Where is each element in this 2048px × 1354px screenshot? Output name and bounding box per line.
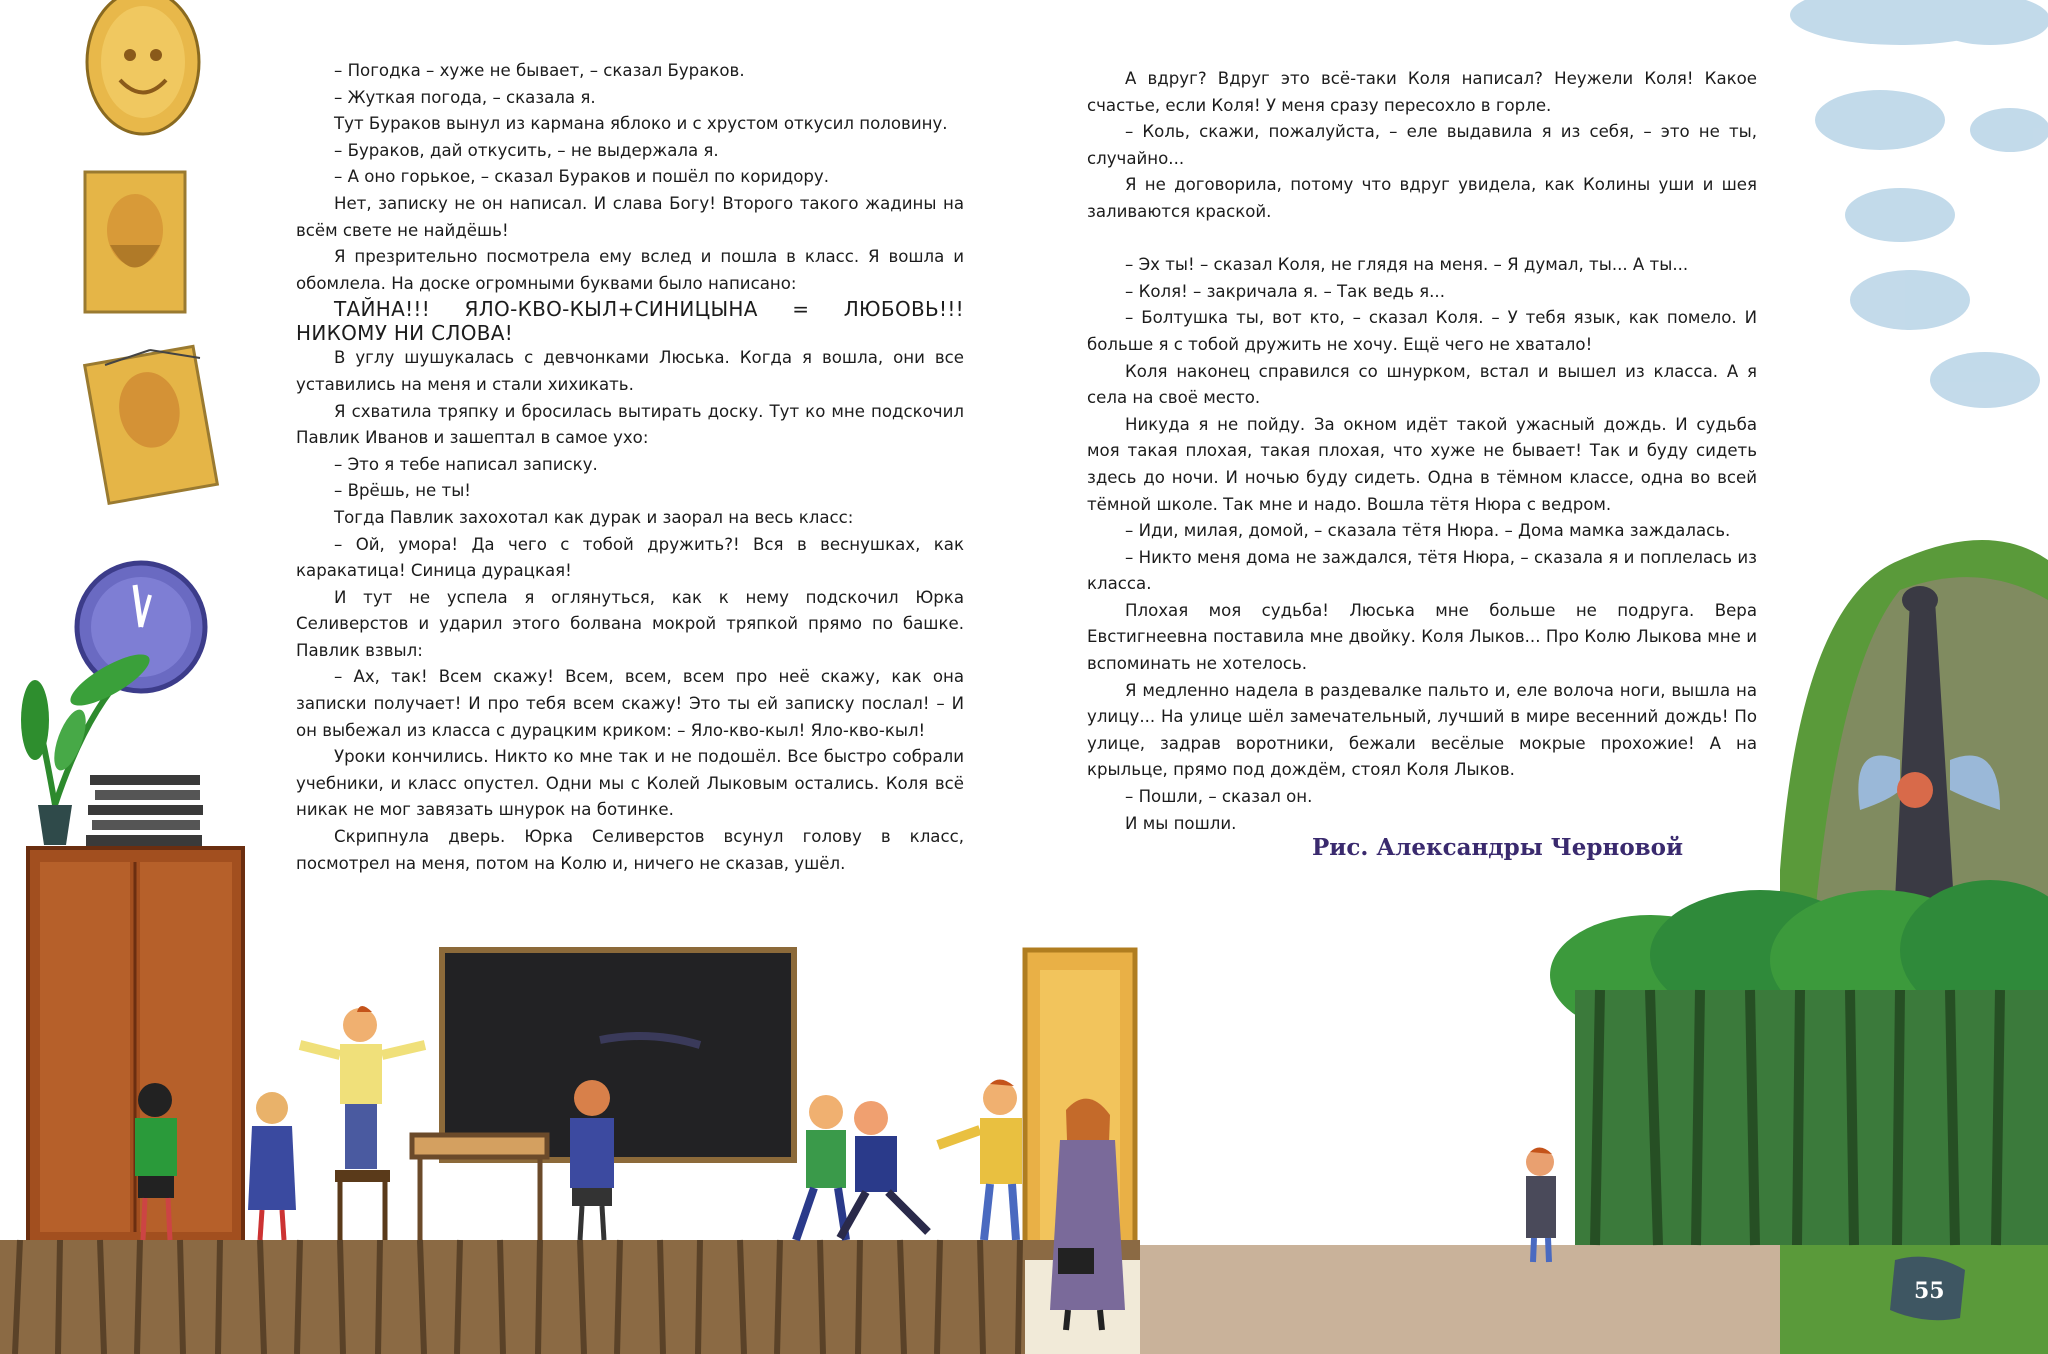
portrait-square: [85, 172, 185, 312]
paragraph: – Пошли, – сказал он.: [1125, 787, 1313, 807]
paragraph: Скрипнула дверь. Юрка Селиверстов всунул голову в класс, посмотрел на меня, потом на Колю и, ничего не сказав, ушёл.: [296, 827, 964, 873]
kolya-on-porch: [1526, 1147, 1556, 1262]
paragraph: Тут Бураков вынул из кармана яблоко и с хрустом откусил половину.: [334, 114, 948, 134]
clouds: [1790, 0, 2048, 408]
paragraph: – Болтушка ты, вот кто, – сказал Коля. – У тебя язык, как помело. И больше я с тобой дружить не хочу. Ещё чего не хватало!: [1087, 308, 1757, 354]
paragraph: Коля наконец справился со шнурком, встал и вышел из класса. А я села на своё место.: [1087, 361, 1757, 408]
child-boy-yellow: [938, 1079, 1022, 1240]
paragraph: Плохая моя судьба! Люська мне больше не подруга. Вера Евстигнеевна поставила мне двойку. Коля Лыков... Про Колю Лыкова мне и вспоминать не хотелось.: [1087, 600, 1757, 674]
child-girl-blue: [248, 1092, 296, 1240]
paragraph: – Никто меня дома не заждался, тётя Нюра, – сказала я и поплелась из класса.: [1087, 547, 1757, 594]
portrait-tilted: [85, 346, 218, 503]
paragraph: В углу шушукалась с девчонками Люська. Когда я вошла, они все уставились на меня и стали хихикать.: [296, 348, 964, 394]
paragraph: И мы пошли.: [1125, 813, 1237, 833]
paragraph: – А оно горькое, – сказал Бураков и пошёл по коридору.: [334, 167, 829, 187]
paragraph: – Ах, так! Всем скажу! Всем, всем, всем про неё скажу, как она записки получает! И про тебя всем скажу! Это ты ей записку послал! – И он выбежал из класса с дурацким криком: – Яло-кво-кыл! Яло-кво-кыл!: [296, 667, 964, 740]
paragraph: Нет, записку не он написал. И слава Богу! Второго такого жадины на всём свете не найдёшь!: [296, 193, 964, 240]
paragraph: Тогда Павлик захохотал как дурак и заорал на весь класс:: [334, 507, 854, 527]
left-page-text: [296, 58, 964, 877]
paragraph: – Ой, умора! Да чего с тобой дружить?! Вся в веснушках, как каракатица! Синица дурацкая!: [296, 534, 964, 581]
paragraph: Я схватила тряпку и бросилась вытирать доску. Тут ко мне подскочил Павлик Иванов и зашептал в самое ухо:: [296, 401, 964, 448]
paragraph: Я презрительно посмотрела ему вслед и пошла в класс. Я вошла и обомлела. На доске огромными буквами было написано:: [296, 247, 964, 293]
paragraph: – Иди, милая, домой, – сказала тётя Нюра. – Дома мамка заждалась.: [1125, 521, 1731, 541]
blackboard: [442, 950, 794, 1160]
paragraph: Уроки кончились. Никто ко мне так и не подошёл. Все быстро собрали учебники, и класс опустел. Одни мы с Колей Лыковым остались. Коля всё никак не мог завязать шнурок на ботинке.: [296, 747, 964, 820]
illustration-credit: Рис. Александры Черновой: [1312, 834, 1684, 861]
paragraph: – Эх ты! – сказал Коля, не глядя на меня. – Я думал, ты... А ты...: [1125, 255, 1689, 275]
child-boy-on-chair: [300, 1006, 425, 1240]
trees: [1550, 880, 2048, 1245]
paragraph: – Бураков, дай откусить, – не выдержала я.: [334, 140, 719, 160]
page-number: 55: [1914, 1278, 1945, 1304]
paragraph: – Врёшь, не ты!: [334, 481, 471, 501]
paragraph: – Коля! – закричала я. – Так ведь я...: [1125, 281, 1445, 301]
paragraph: Я не договорила, потому что вдруг увидела, как Колины уши и шея заливаются краской.: [1087, 175, 1757, 221]
right-page-text: [1087, 66, 1757, 837]
cabinet: [28, 848, 243, 1243]
paragraph: Я медленно надела в раздевалке пальто и, еле волоча ноги, вышла на улицу... На улице шёл замечательный, лучший в мире весенний дождь! По улице, задрав воротники, бежали весёлые мокрые прохожие! А на крыльце, прямо под дождём, стоял Коля Лыков.: [1087, 680, 1757, 780]
paragraph: А вдруг? Вдруг это всё-таки Коля написал? Неужели Коля! Какое счастье, если Коля! У меня сразу пересохло в горле.: [1087, 69, 1757, 115]
paragraph: И тут не успела я оглянуться, как к нему подскочил Юрка Селиверстов и ударил этого болвана мокрой тряпкой прямо по башке. Павлик взвыл:: [296, 587, 964, 660]
child-boy-green: [796, 1095, 846, 1240]
desk: [412, 1135, 547, 1240]
portrait-oval: [87, 0, 199, 134]
floor: [0, 1240, 1140, 1354]
paragraph: – Погодка – хуже не бывает, – сказал Бураков.: [334, 61, 745, 80]
paragraph: – Это я тебе написал записку.: [334, 454, 598, 474]
child-boy-navy: [840, 1101, 928, 1238]
paragraph: Никуда я не пойду. За окном идёт такой ужасный дождь. И судьба моя такая плохая, такая плохая, что хуже не бывает! Так и буду сидеть здесь до ночи. И ночью буду сидеть. Одна в тёмном классе, одна во всей тёмной школе. Так мне и надо. Вошла тётя Нюра с ведром.: [1087, 414, 1757, 514]
plant: [21, 645, 156, 845]
blackboard-message: ТАЙНА!!! ЯЛО-КВО-КЫЛ+СИНИЦЫНА = ЛЮБОВЬ!!! НИКОМУ НИ СЛОВА!: [296, 297, 964, 346]
paragraph: – Жуткая погода, – сказала я.: [334, 87, 596, 107]
paragraph: – Коль, скажи, пожалуйста, – еле выдавила я из себя, – это не ты, случайно...: [1087, 122, 1757, 168]
child-girl-purple: [570, 1080, 614, 1240]
book-stack: [86, 775, 203, 847]
